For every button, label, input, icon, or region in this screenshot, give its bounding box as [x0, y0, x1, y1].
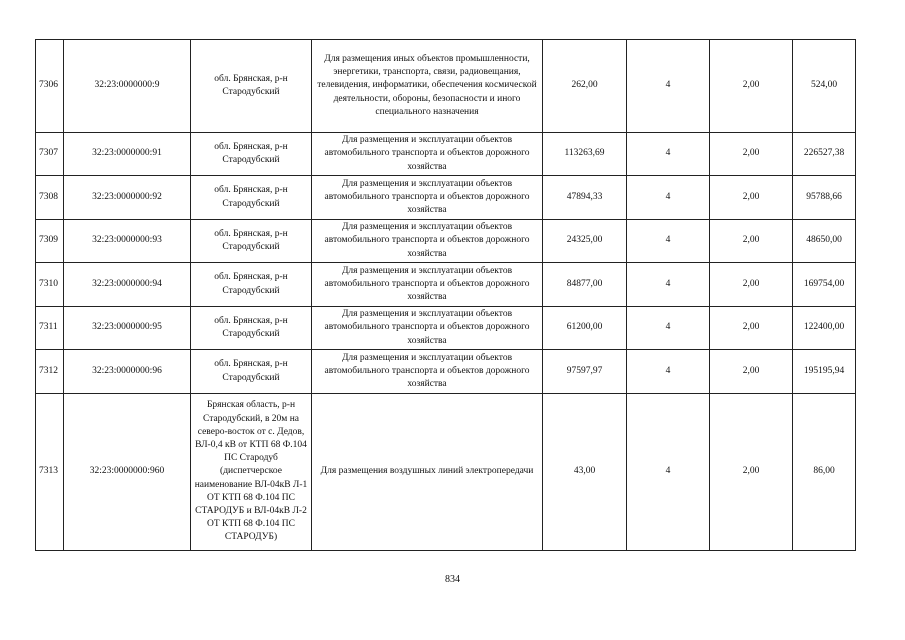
address: обл. Брянская, р-н Стародубский [191, 133, 312, 176]
group: 4 [627, 350, 710, 394]
address: обл. Брянская, р-н Стародубский [191, 307, 312, 350]
address: обл. Брянская, р-н Стародубский [191, 40, 312, 133]
group: 4 [627, 307, 710, 350]
row-number: 7307 [36, 133, 64, 176]
row-number: 7311 [36, 307, 64, 350]
rate: 2,00 [710, 40, 793, 133]
group: 4 [627, 220, 710, 263]
purpose: Для размещения и эксплуатации объектов автомобильного транспорта и объектов дорожного хозяйства [312, 133, 543, 176]
purpose: Для размещения и эксплуатации объектов автомобильного транспорта и объектов дорожного хозяйства [312, 263, 543, 307]
purpose: Для размещения и эксплуатации объектов автомобильного транспорта и объектов дорожного хозяйства [312, 220, 543, 263]
land-registry-table [35, 39, 856, 551]
row-number: 7310 [36, 263, 64, 307]
table-row [36, 263, 856, 307]
address: обл. Брянская, р-н Стародубский [191, 263, 312, 307]
purpose: Для размещения воздушных линий электропередачи [312, 394, 543, 551]
area: 84877,00 [543, 263, 627, 307]
group: 4 [627, 176, 710, 220]
rate: 2,00 [710, 307, 793, 350]
rate: 2,00 [710, 350, 793, 394]
table-row [36, 133, 856, 176]
row-number: 7312 [36, 350, 64, 394]
area: 113263,69 [543, 133, 627, 176]
cadastral-number: 32:23:0000000:94 [64, 263, 191, 307]
table-row [36, 220, 856, 263]
cadastral-number: 32:23:0000000:92 [64, 176, 191, 220]
rate: 2,00 [710, 394, 793, 551]
area: 43,00 [543, 394, 627, 551]
value: 169754,00 [793, 263, 856, 307]
group: 4 [627, 263, 710, 307]
address: Брянская область, р-н Стародубский, в 20м на северо-восток от с. Дедов, ВЛ-0,4 кВ от КТП 68 Ф.104 ПС Стародуб (диспетчерское наименование ВЛ-04кВ Л-1 ОТ КТП 68 Ф.104 ПС СТАРОДУБ и ВЛ-04кВ Л-2 ОТ КТП 68 Ф.104 ПС СТАРОДУБ) [191, 394, 312, 551]
table-row [36, 40, 856, 133]
rate: 2,00 [710, 220, 793, 263]
value: 86,00 [793, 394, 856, 551]
table-row [36, 350, 856, 394]
rate: 2,00 [710, 263, 793, 307]
purpose: Для размещения и эксплуатации объектов автомобильного транспорта и объектов дорожного хозяйства [312, 350, 543, 394]
area: 24325,00 [543, 220, 627, 263]
table-row [36, 394, 856, 551]
cadastral-number: 32:23:0000000:96 [64, 350, 191, 394]
purpose: Для размещения и эксплуатации объектов автомобильного транспорта и объектов дорожного хозяйства [312, 307, 543, 350]
value: 226527,38 [793, 133, 856, 176]
group: 4 [627, 133, 710, 176]
value: 524,00 [793, 40, 856, 133]
cadastral-number: 32:23:0000000:95 [64, 307, 191, 350]
purpose: Для размещения иных объектов промышленности, энергетики, транспорта, связи, радиовещания, телевидения, информатики, обеспечения космической деятельности, обороны, безопасности и иного специального назначения [312, 40, 543, 133]
table-row [36, 176, 856, 220]
area: 262,00 [543, 40, 627, 133]
row-number: 7313 [36, 394, 64, 551]
value: 122400,00 [793, 307, 856, 350]
purpose: Для размещения и эксплуатации объектов автомобильного транспорта и объектов дорожного хозяйства [312, 176, 543, 220]
cadastral-number: 32:23:0000000:91 [64, 133, 191, 176]
value: 195195,94 [793, 350, 856, 394]
area: 47894,33 [543, 176, 627, 220]
table-row [36, 307, 856, 350]
value: 95788,66 [793, 176, 856, 220]
group: 4 [627, 40, 710, 133]
cadastral-number: 32:23:0000000:960 [64, 394, 191, 551]
rate: 2,00 [710, 133, 793, 176]
area: 97597,97 [543, 350, 627, 394]
address: обл. Брянская, р-н Стародубский [191, 176, 312, 220]
address: обл. Брянская, р-н Стародубский [191, 220, 312, 263]
row-number: 7306 [36, 40, 64, 133]
page-number: 834 [445, 574, 460, 585]
address: обл. Брянская, р-н Стародубский [191, 350, 312, 394]
row-number: 7309 [36, 220, 64, 263]
rate: 2,00 [710, 176, 793, 220]
cadastral-number: 32:23:0000000:93 [64, 220, 191, 263]
area: 61200,00 [543, 307, 627, 350]
row-number: 7308 [36, 176, 64, 220]
group: 4 [627, 394, 710, 551]
value: 48650,00 [793, 220, 856, 263]
cadastral-number: 32:23:0000000:9 [64, 40, 191, 133]
